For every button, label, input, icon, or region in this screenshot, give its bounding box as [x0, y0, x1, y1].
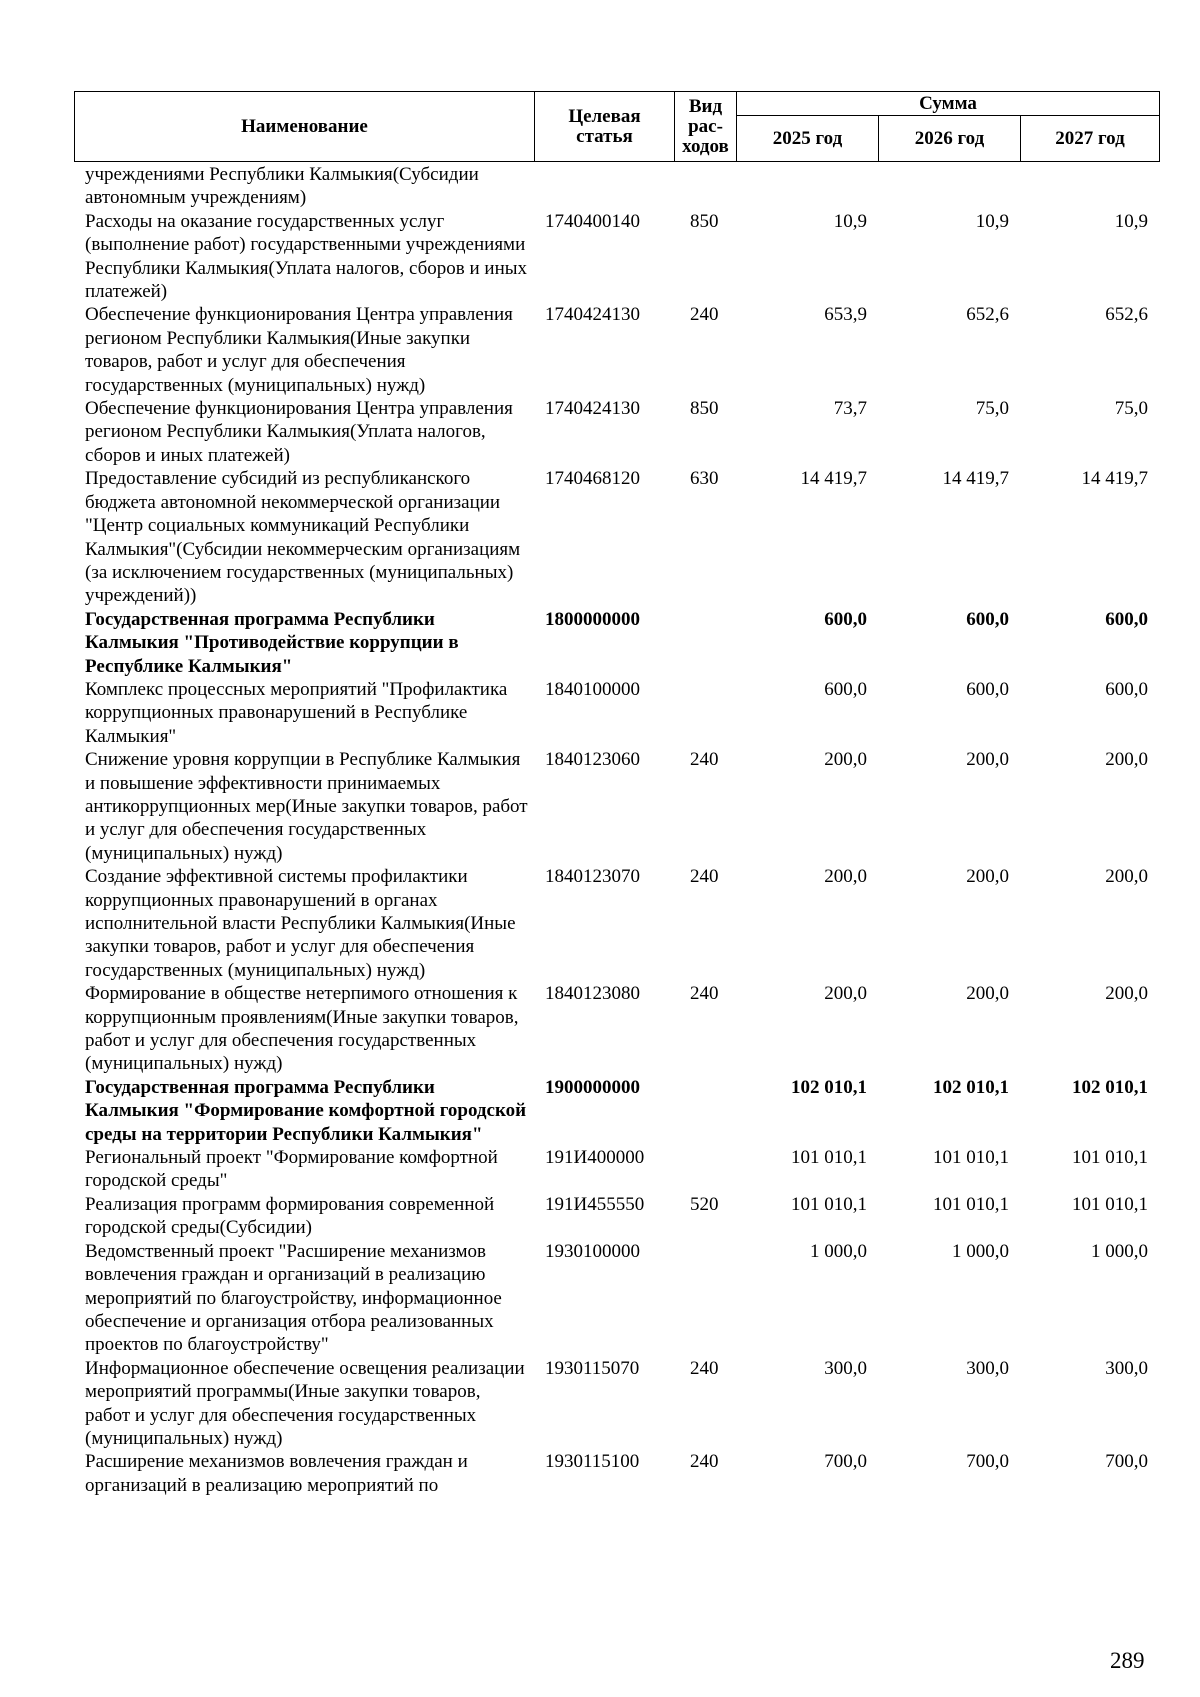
- row-vr: 240: [690, 304, 719, 326]
- row-name: Создание эффективной системы профилактики коррупционных правонарушений в органах исполнительной власти Республики Калмыкия(Иные закупки товаров, работ и услуг для обеспечения государственных (муниципальных) нужд): [85, 866, 516, 981]
- row-vr: [674, 678, 736, 748]
- row-value-2026: 200,0: [966, 983, 1009, 1005]
- row-value-2025: 600,0: [824, 678, 867, 700]
- row-code: 1930115100: [545, 1451, 640, 1473]
- row-name: Реализация программ формирования современной городской среды(Субсидии): [85, 1193, 495, 1239]
- row-value-2027: 14 419,7: [1081, 468, 1148, 490]
- row-code: 191И400000: [545, 1147, 645, 1169]
- budget-table: [74, 163, 1159, 1497]
- row-code: 1740424130: [545, 304, 640, 326]
- row-value-2027: 652,6: [1105, 304, 1148, 326]
- row-name: Обеспечение функционирования Центра управления регионом Республики Калмыкия(Иные закупки товаров, работ и услуг для обеспечения государственных (муниципальных) нужд): [85, 304, 513, 396]
- row-value-2025: 200,0: [824, 983, 867, 1005]
- table-row: [74, 467, 1159, 607]
- row-value-2026: 1 000,0: [952, 1240, 1009, 1262]
- header-year-2026: 2026 год: [879, 116, 1021, 162]
- row-code: 1840123080: [545, 983, 640, 1005]
- row-value-2027: 600,0: [1105, 678, 1148, 700]
- row-value-2026: 652,6: [966, 304, 1009, 326]
- header-code: Целевая статья: [535, 92, 675, 162]
- row-vr: 520: [690, 1193, 719, 1215]
- row-value-2027: 102 010,1: [1072, 1076, 1148, 1098]
- row-code: 1800000000: [545, 608, 640, 630]
- row-value-2026: 700,0: [966, 1451, 1009, 1473]
- row-code: 1930100000: [545, 1240, 640, 1262]
- row-vr: [674, 1146, 736, 1193]
- row-code: 191И455550: [545, 1193, 645, 1215]
- header-sum: Сумма: [737, 92, 1160, 116]
- table-row: [74, 210, 1159, 304]
- table-row: [74, 748, 1159, 865]
- row-value-2026: 600,0: [966, 678, 1009, 700]
- table-row: [74, 1450, 1159, 1497]
- row-code: [534, 163, 674, 210]
- table-row: [74, 303, 1159, 397]
- row-value-2025: 700,0: [824, 1451, 867, 1473]
- table-row: [74, 865, 1159, 982]
- row-value-2027: 200,0: [1105, 866, 1148, 888]
- row-value-2027: 200,0: [1105, 749, 1148, 771]
- row-value-2025: 101 010,1: [791, 1193, 867, 1215]
- row-vr: 240: [690, 1357, 719, 1379]
- row-name: Обеспечение функционирования Центра управления регионом Республики Калмыкия(Уплата налогов, сборов и иных платежей): [85, 398, 513, 466]
- row-name: Расширение механизмов вовлечения граждан и организаций в реализацию мероприятий по: [85, 1451, 468, 1496]
- row-value-2027: 10,9: [1114, 210, 1148, 232]
- table-row: [74, 1076, 1159, 1146]
- table-row: [74, 1357, 1159, 1451]
- row-code: 1840100000: [545, 678, 640, 700]
- table-row: [74, 678, 1159, 748]
- row-name: Государственная программа Республики Калмыкия "Противодействие коррупции в Республике Калмыкия": [85, 608, 459, 677]
- row-vr: [674, 608, 736, 678]
- row-name: Государственная программа Республики Калмыкия "Формирование комфортной городской среды на территории Республики Калмыкия": [85, 1076, 527, 1145]
- row-name: Снижение уровня коррупции в Республике Калмыкия и повышение эффективности принимаемых антикоррупционных мер(Иные закупки товаров, работ и услуг для обеспечения государственных (муниципальных) нужд): [85, 749, 528, 864]
- row-value-2025: 102 010,1: [791, 1076, 867, 1098]
- row-name: Формирование в обществе нетерпимого отношения к коррупционным проявлениям(Иные закупки товаров, работ и услуг для обеспечения государственных (муниципальных) нужд): [85, 983, 519, 1075]
- table-row: [74, 608, 1159, 678]
- row-value-2027: 101 010,1: [1072, 1193, 1148, 1215]
- row-vr: [674, 1240, 736, 1357]
- row-code: 1930115070: [545, 1357, 640, 1379]
- row-value-2027: 600,0: [1105, 608, 1148, 630]
- row-value-2025: 200,0: [824, 749, 867, 771]
- header-name: Наименование: [75, 92, 535, 162]
- header-year-2027: 2027 год: [1021, 116, 1160, 162]
- row-value-2026: 200,0: [966, 749, 1009, 771]
- table-row: [74, 1146, 1159, 1193]
- row-code: 1740424130: [545, 398, 640, 420]
- row-value-2027: 200,0: [1105, 983, 1148, 1005]
- row-value-2025: 200,0: [824, 866, 867, 888]
- page-number: 289: [1110, 1648, 1145, 1673]
- row-name: Предоставление субсидий из республиканского бюджета автономной некоммерческой организации "Центр социальных коммуникаций Республики Калмыкия"(Субсидии некоммерческим организациям (за исключением государственных (муниципальных) учреждений)): [85, 468, 521, 607]
- table-row: [74, 1193, 1159, 1240]
- row-vr: 240: [690, 866, 719, 888]
- row-value-2025: 14 419,7: [800, 468, 867, 490]
- row-code: 1900000000: [545, 1076, 640, 1098]
- row-value-2027: 300,0: [1105, 1357, 1148, 1379]
- row-value-2027: 101 010,1: [1072, 1147, 1148, 1169]
- row-value-2026: 300,0: [966, 1357, 1009, 1379]
- row-vr: 850: [690, 398, 719, 420]
- row-value-2026: 75,0: [975, 398, 1009, 420]
- row-value-2026: 101 010,1: [933, 1193, 1009, 1215]
- row-name: Ведомственный проект "Расширение механизмов вовлечения граждан и организаций в реализацию мероприятий по благоустройству, информационное обеспечение и организация отбора реализованных проектов по благоустройству": [85, 1240, 502, 1356]
- row-value-2026: 10,9: [975, 210, 1009, 232]
- table-row: [74, 1240, 1159, 1357]
- row-vr: [674, 163, 736, 210]
- header-year-2025: 2025 год: [737, 116, 879, 162]
- row-vr: [674, 1076, 736, 1146]
- row-value-2026: 102 010,1: [933, 1076, 1009, 1098]
- row-vr: 240: [690, 749, 719, 771]
- row-name: Расходы на оказание государственных услуг (выполнение работ) государственными учреждениями Республики Калмыкия(Уплата налогов, сборов и иных платежей): [85, 210, 528, 303]
- table-header: [74, 91, 1160, 162]
- row-code: 1840123060: [545, 749, 640, 771]
- row-value-2025: 653,9: [824, 304, 867, 326]
- row-code: 1840123070: [545, 866, 640, 888]
- row-value-2025: [736, 163, 878, 210]
- row-value-2025: 10,9: [833, 210, 867, 232]
- row-value-2025: 300,0: [824, 1357, 867, 1379]
- row-vr: 240: [690, 983, 719, 1005]
- row-name: Региональный проект "Формирование комфортной городской среды": [85, 1147, 498, 1192]
- row-value-2027: [1020, 163, 1159, 210]
- row-value-2026: 600,0: [966, 608, 1009, 630]
- row-value-2026: 200,0: [966, 866, 1009, 888]
- row-vr: 240: [690, 1451, 719, 1473]
- row-code: 1740400140: [545, 210, 640, 232]
- table-row: [74, 163, 1159, 210]
- row-name: Информационное обеспечение освещения реализации мероприятий программы(Иные закупки товаров, работ и услуг для обеспечения государственных (муниципальных) нужд): [85, 1357, 525, 1449]
- row-vr: 850: [690, 210, 719, 232]
- row-name: Комплекс процессных мероприятий "Профилактика коррупционных правонарушений в Республике Калмыкия": [85, 678, 508, 747]
- row-value-2025: 600,0: [824, 608, 867, 630]
- row-code: 1740468120: [545, 468, 640, 490]
- row-value-2026: [878, 163, 1020, 210]
- row-name: учреждениями Республики Калмыкия(Субсидии автономным учреждениям): [85, 164, 479, 209]
- header-vr: Вид рас-ходов: [675, 92, 737, 162]
- row-vr: 630: [690, 468, 719, 490]
- row-value-2025: 1 000,0: [810, 1240, 867, 1262]
- table-row: [74, 982, 1159, 1076]
- row-value-2027: 1 000,0: [1091, 1240, 1148, 1262]
- row-value-2027: 700,0: [1105, 1451, 1148, 1473]
- row-value-2025: 73,7: [833, 398, 867, 420]
- row-value-2026: 14 419,7: [942, 468, 1009, 490]
- row-value-2027: 75,0: [1114, 398, 1148, 420]
- table-row: [74, 397, 1159, 467]
- row-value-2025: 101 010,1: [791, 1147, 867, 1169]
- row-value-2026: 101 010,1: [933, 1147, 1009, 1169]
